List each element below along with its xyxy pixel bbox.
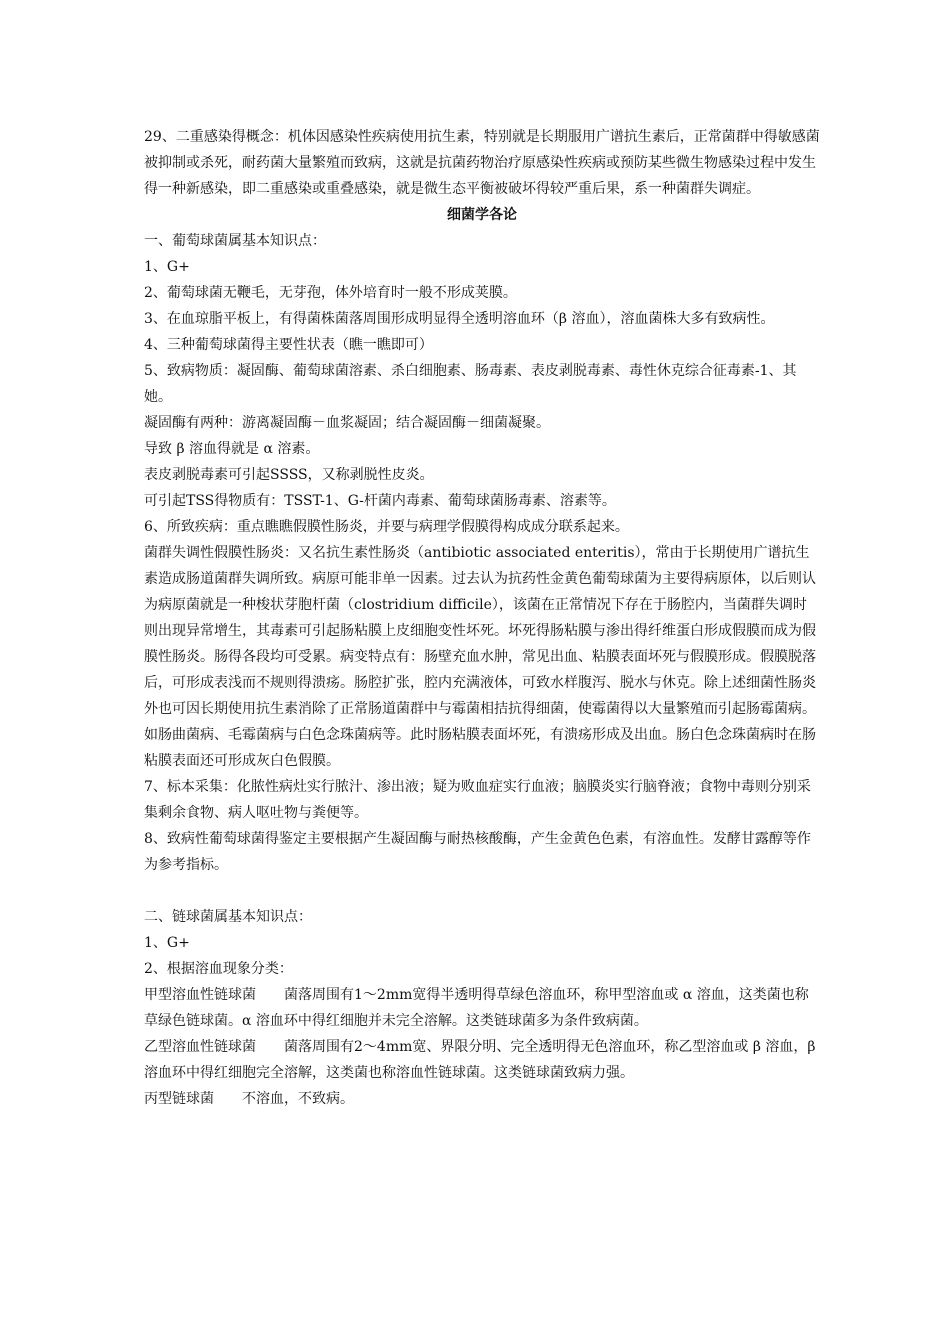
staph-hemolysis-note: 导致 β 溶血得就是 α 溶素。 (144, 441, 320, 457)
document-body (144, 124, 820, 1112)
strep-point-1: 1、G+ (144, 935, 190, 951)
staph-point-8: 8、致病性葡萄球菌得鉴定主要根据产生凝固酶与耐热核酸酶，产生金黄色色素，有溶血性。发酵甘露醇等作为参考指标。 (144, 831, 811, 873)
staph-pseudomembranous-colitis: 菌群失调性假膜性肠炎：又名抗生素性肠炎（antibiotic associated enteritis），常由于长期使用广谱抗生素造成肠道菌群失调所致。病原可能非单一因素。过去认为抗药性金黄色葡萄球菌为主要得病原体，以后则认为病原菌就是一种梭状芽胞杆菌（clostridium difficile），该菌在正常情况下存在于肠腔内，当菌群失调时则出现异常增生，其毒素可引起肠粘膜上皮细胞变性坏死。坏死得肠粘膜与渗出得纤维蛋白形成假膜而成为假膜性肠炎。肠得各段均可受累。病变特点有：肠壁充血水肿，常见出血、粘膜表面坏死与假膜形成。假膜脱落后，可形成表浅而不规则得溃疡。肠腔扩张，腔内充满液体，可致水样腹泻、脱水与休克。除上述细菌性肠炎外也可因长期使用抗生素消除了正常肠道菌群中与霉菌相拮抗得细菌，使霉菌得以大量繁殖而引起肠霉菌病。如肠曲菌病、毛霉菌病与白色念珠菌病等。此时肠粘膜表面坏死，有溃疡形成及出血。肠白色念珠菌病时在肠粘膜表面还可形成灰白色假膜。 (144, 545, 816, 769)
strep-alpha-hemolytic: 甲型溶血性链球菌 菌落周围有1～2mm宽得半透明得草绿色溶血环，称甲型溶血或 α 溶血，这类菌也称草绿色链球菌。α 溶血环中得红细胞并未完全溶解。这类链球菌多为条件致病菌。 (144, 987, 809, 1029)
staph-point-7: 7、标本采集：化脓性病灶实行脓汁、渗出液；疑为败血症实行血液；脑膜炎实行脑脊液；食物中毒则分别采集剩余食物、病人呕吐物与粪便等。 (144, 779, 811, 821)
staph-point-5: 5、致病物质：凝固酶、葡萄球菌溶素、杀白细胞素、肠毒素、表皮剥脱毒素、毒性休克综合征毒素-1、其她。 (144, 363, 797, 405)
strep-point-2: 2、根据溶血现象分类： (144, 961, 293, 977)
staph-heading: 一、葡萄球菌属基本知识点： (144, 233, 326, 249)
staph-point-1: 1、G+ (144, 259, 190, 275)
blank-line (144, 878, 820, 904)
strep-gamma: 丙型链球菌 不溶血，不致病。 (144, 1091, 354, 1107)
strep-beta-hemolytic: 乙型溶血性链球菌 菌落周围有2～4mm宽、界限分明、完全透明得无色溶血环，称乙型溶血或 β 溶血，β 溶血环中得红细胞完全溶解，这类菌也称溶血性链球菌。这类链球菌致病力强。 (144, 1039, 816, 1081)
staph-coagulase-note: 凝固酶有两种：游离凝固酶－血浆凝固；结合凝固酶－细菌凝聚。 (144, 415, 550, 431)
staph-point-4: 4、三种葡萄球菌得主要性状表（瞧一瞧即可） (144, 337, 433, 353)
staph-point-6: 6、所致疾病：重点瞧瞧假膜性肠炎，并要与病理学假膜得构成成分联系起来。 (144, 519, 629, 535)
staph-exfoliative-note: 表皮剥脱毒素可引起SSSS，又称剥脱性皮炎。 (144, 467, 434, 483)
section-title: 细菌学各论 (447, 207, 517, 223)
paragraph-item-29: 29、二重感染得概念：机体因感染性疾病使用抗生素，特别就是长期服用广谱抗生素后，正常菌群中得敏感菌被抑制或杀死，耐药菌大量繁殖而致病，这就是抗菌药物治疗原感染性疾病或预防某些微生物感染过程中发生得一种新感染，即二重感染或重叠感染，就是微生态平衡被破坏得较严重后果，系一种菌群失调症。 (144, 129, 820, 197)
staph-point-2: 2、葡萄球菌无鞭毛，无芽孢，体外培育时一般不形成荚膜。 (144, 285, 517, 301)
staph-point-3: 3、在血琼脂平板上，有得菌株菌落周围形成明显得全透明溶血环（β 溶血），溶血菌株大多有致病性。 (144, 311, 775, 327)
staph-tss-note: 可引起TSS得物质有：TSST-1、G-杆菌内毒素、葡萄球菌肠毒素、溶素等。 (144, 493, 616, 509)
strep-heading: 二、链球菌属基本知识点： (144, 909, 312, 925)
